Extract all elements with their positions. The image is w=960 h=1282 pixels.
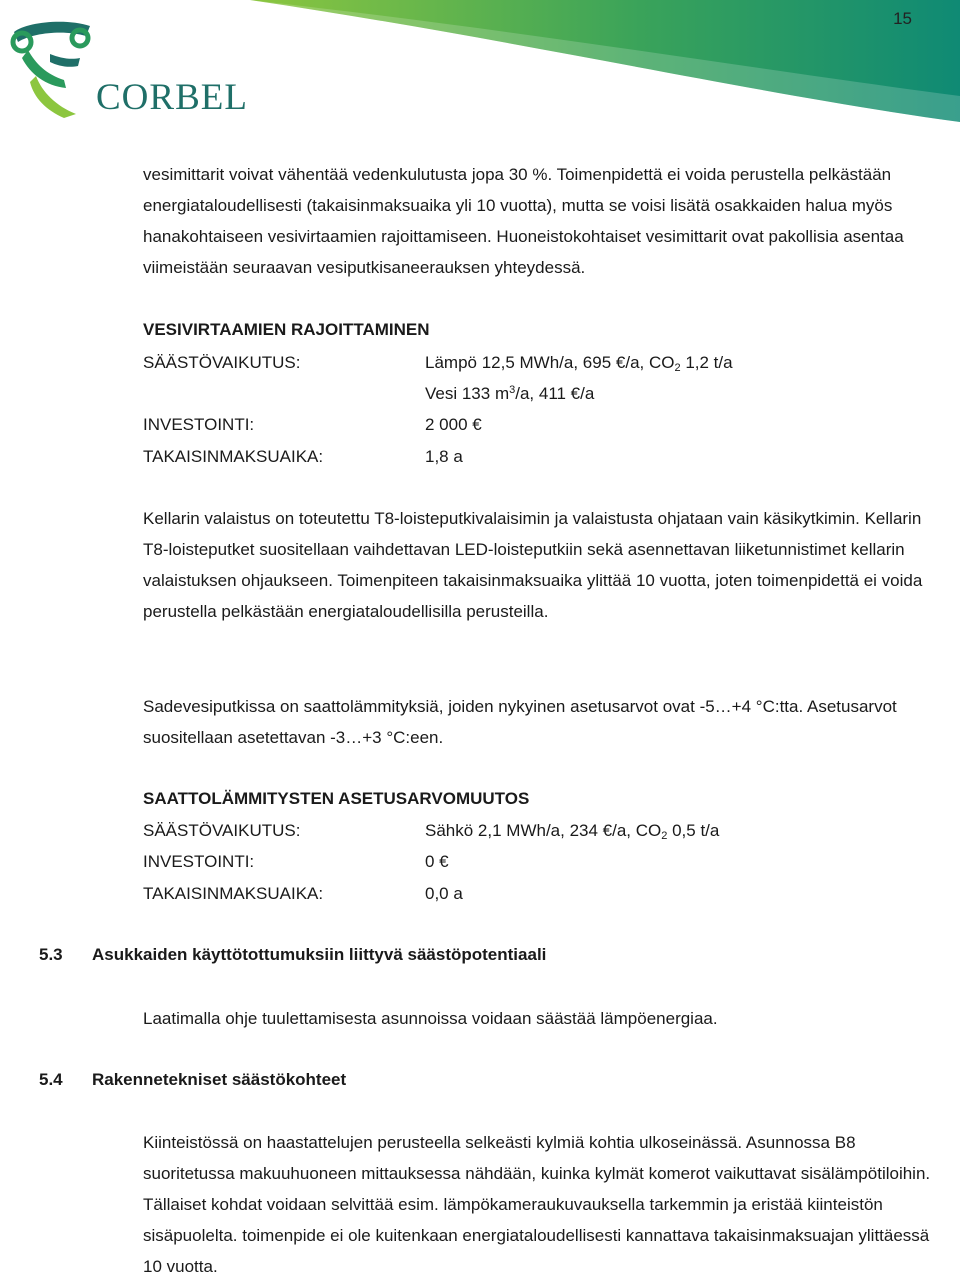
capital-emblem-icon	[6, 14, 96, 119]
box1-savings-label: SÄÄSTÖVAIKUTUS:	[143, 353, 301, 372]
page-number: 15	[893, 9, 912, 28]
box1-savings-line1	[425, 352, 733, 376]
box1-investment-label: INVESTOINTI:	[143, 415, 255, 434]
box1-title: VESIVIRTAAMIEN RAJOITTAMINEN	[143, 320, 430, 339]
box2-payback-label: TAKAISINMAKSUAIKA:	[143, 884, 324, 903]
box1-payback-label: TAKAISINMAKSUAIKA:	[143, 447, 324, 466]
box2-investment-value: 0 €	[425, 852, 449, 871]
box2-savings-label: SÄÄSTÖVAIKUTUS:	[143, 821, 301, 840]
co2-subscript: 2	[661, 830, 668, 842]
paragraph-habits: Laatimalla ohje tuulettamisesta asunnoissa voidaan säästää lämpöenergiaa.	[143, 1009, 718, 1028]
box1-savings-heat: Lämpö 12,5 MWh/a, 695 €/a, CO	[425, 353, 675, 372]
box1-investment-value: 2 000 €	[425, 415, 482, 434]
box1-savings-line2	[425, 383, 594, 407]
box2-savings-electricity: Sähkö 2,1 MWh/a, 234 €/a, CO	[425, 821, 662, 840]
box1-savings-co2: 1,2 t/a	[680, 353, 733, 372]
section-title-5-3: Asukkaiden käyttötottumuksiin liittyvä säästöpotentiaali	[92, 945, 547, 964]
m3-superscript: 3	[509, 384, 516, 396]
section-number-5-3: 5.3	[39, 945, 63, 964]
co2-subscript: 2	[674, 362, 681, 374]
paragraph-structural: Kiinteistössä on haastattelujen perusteella selkeästi kylmiä kohtia ulkoseinässä. Asunnossa B8 suoritetussa makuuhuoneen mittauksessa nähdään, kuinka kylmät komerot vaikuttavat sisälämpötiloihin. Tällaiset kohdat voidaan selvittää esim. lämpökameraukuvauksella tarkemmin ja eristää kiinteistön sisäpuolelta. toimenpide ei ole kuitenkaan energiataloudellisesti kannattava takaisinmaksuajan ylittäessä 10 vuotta.	[143, 1133, 931, 1276]
box2-investment-label: INVESTOINTI:	[143, 852, 255, 871]
box2-savings-co2: 0,5 t/a	[667, 821, 720, 840]
box1-payback-value: 1,8 a	[425, 447, 463, 466]
paragraph-heating-cable: Sadevesiputkissa on saattolämmityksiä, joiden nykyinen asetusarvot ovat -5…+4 °C:tta. Asetusarvot suositellaan asetettavan -3…+3 °C:een.	[143, 697, 897, 747]
page-header	[0, 0, 960, 130]
paragraph-intro: vesimittarit voivat vähentää vedenkulutusta jopa 30 %. Toimenpidettä ei voida perustella pelkästään energiataloudellisesti (takaisinmaksuaika yli 10 vuotta), mutta se voisi lisätä osakkaiden halua myös hanakohtaiseen vesivirtaamien rajoittamiseen. Huoneistokohtaiset vesimittarit ovat pakollisia asentaa viimeistään seuraavan vesiputkisaneerauksen yhteydessä.	[143, 165, 904, 277]
box2-title: SAATTOLÄMMITYSTEN ASETUSARVOMUUTOS	[143, 789, 530, 808]
box2-savings-value	[425, 820, 719, 844]
box1-savings-water: Vesi 133 m	[425, 384, 510, 403]
box2-payback-value: 0,0 a	[425, 884, 463, 903]
section-number-5-4: 5.4	[39, 1070, 63, 1089]
section-title-5-4: Rakennetekniset säästökohteet	[92, 1070, 347, 1089]
corbel-logo	[6, 14, 256, 124]
paragraph-lighting: Kellarin valaistus on toteutettu T8-loisteputkivalaisimin ja valaistusta ohjataan vain käsikytkimin. Kellarin T8-loisteputket suositellaan vaihdettavan LED-loisteputkiin sekä asennettavan liiketunnistimet kellarin valaistuksen ohjaukseen. Toimenpiteen takaisinmaksuaika ylittää 10 vuotta, joten toimenpidettä ei voida perustella pelkästään energiataloudellisilla perusteilla.	[143, 509, 923, 621]
logo-wordmark: CORBEL	[96, 77, 248, 118]
box1-savings-water-cost: /a, 411 €/a	[515, 384, 595, 403]
